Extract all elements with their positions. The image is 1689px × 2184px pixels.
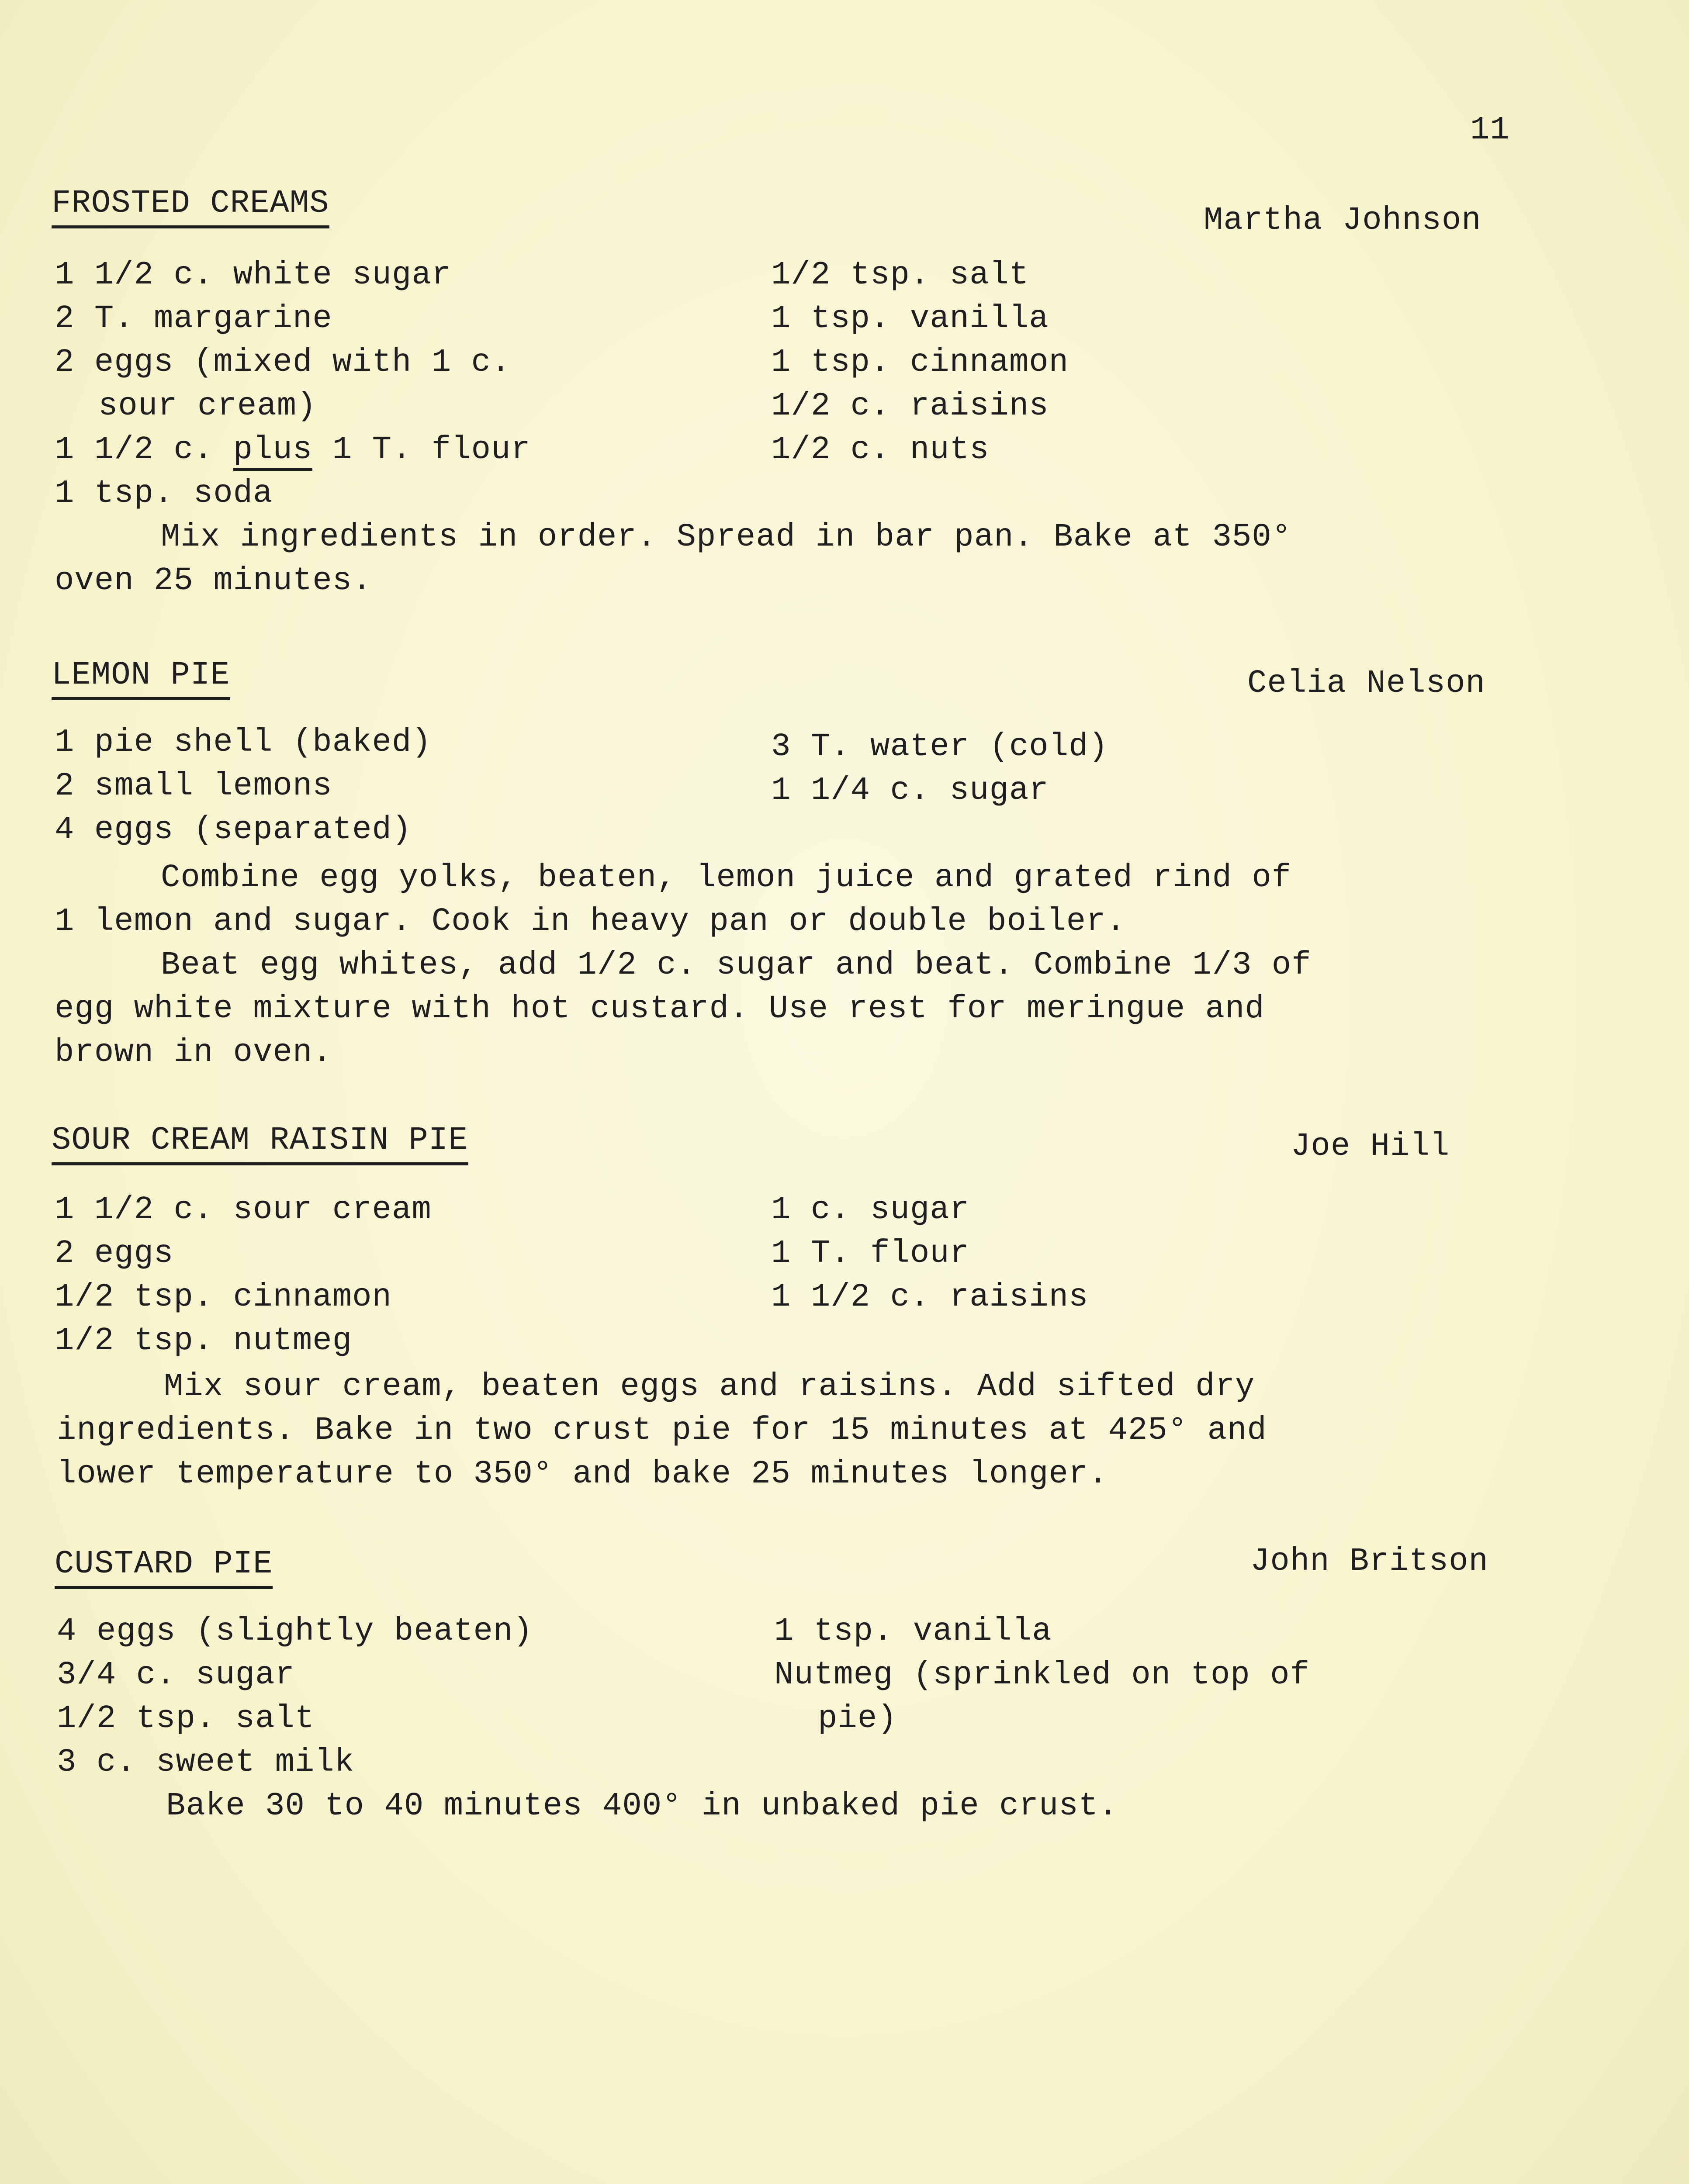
direction-line: ingredients. Bake in two crust pie for 15 minutes at 425° and: [57, 1412, 1267, 1449]
direction-line: Combine egg yolks, beaten, lemon juice and grated rind of: [161, 860, 1292, 896]
ingredient: 1 1/2 c. sour cream: [55, 1192, 432, 1228]
ingredient: 3/4 c. sugar: [57, 1657, 295, 1693]
direction-line: 1 lemon and sugar. Cook in heavy pan or double boiler.: [55, 903, 1126, 940]
ingredient-amount: 1 1/2 c.: [55, 432, 214, 468]
ingredient: 1 1/4 c. sugar: [771, 772, 1049, 809]
ingredient: 1/2 tsp. salt: [771, 257, 1029, 294]
ingredient: 1 tsp. soda: [55, 475, 273, 512]
ingredient: 2 T. margarine: [55, 301, 332, 337]
recipe-author: Joe Hill: [1291, 1128, 1450, 1165]
direction-line: Mix ingredients in order. Spread in bar pan. Bake at 350°: [161, 519, 1292, 556]
page-number: 11: [1470, 112, 1510, 149]
recipe-author: Celia Nelson: [1247, 665, 1485, 702]
ingredient: 4 eggs (separated): [55, 812, 412, 848]
recipe-title: CUSTARD PIE: [55, 1544, 273, 1589]
recipe-title: SOUR CREAM RAISIN PIE: [52, 1120, 468, 1165]
recipe-title: FROSTED CREAMS: [52, 183, 329, 228]
ingredient: 1/2 tsp. salt: [57, 1700, 315, 1737]
ingredient: 1 1/2 c. raisins: [771, 1279, 1089, 1316]
ingredient: 1 tsp. vanilla: [771, 301, 1049, 337]
ingredient: [55, 428, 531, 472]
ingredient: 1 T. flour: [771, 1235, 970, 1272]
recipe-author: Martha Johnson: [1204, 202, 1481, 239]
direction-line: Bake 30 to 40 minutes 400° in unbaked pie crust.: [166, 1788, 1118, 1825]
ingredient: Nutmeg (sprinkled on top of: [774, 1657, 1310, 1693]
ingredient: 1 tsp. cinnamon: [771, 344, 1069, 381]
ingredient: 1 pie shell (baked): [55, 724, 432, 761]
ingredient: sour cream): [98, 388, 317, 425]
ingredient: 2 small lemons: [55, 768, 332, 805]
ingredient-remainder: 1 T. flour: [332, 432, 531, 468]
ingredient: 1 tsp. vanilla: [774, 1613, 1052, 1650]
ingredient: 3 c. sweet milk: [57, 1744, 355, 1781]
underlined-word: plus: [233, 432, 313, 471]
direction-line: brown in oven.: [55, 1034, 332, 1071]
ingredient: 1/2 c. raisins: [771, 388, 1049, 425]
recipe-author: John Britson: [1250, 1543, 1488, 1580]
direction-line: egg white mixture with hot custard. Use rest for meringue and: [55, 991, 1265, 1027]
direction-line: Beat egg whites, add 1/2 c. sugar and beat. Combine 1/3 of: [161, 947, 1312, 984]
ingredient: 2 eggs (mixed with 1 c.: [55, 344, 511, 381]
ingredient: 1/2 c. nuts: [771, 432, 990, 468]
ingredient: 2 eggs: [55, 1235, 174, 1272]
direction-line: oven 25 minutes.: [55, 563, 372, 599]
direction-line: lower temperature to 350° and bake 25 minutes longer.: [57, 1456, 1108, 1493]
direction-line: Mix sour cream, beaten eggs and raisins. Add sifted dry: [164, 1368, 1255, 1405]
ingredient: 1 1/2 c. white sugar: [55, 257, 452, 294]
recipe-title: LEMON PIE: [52, 655, 230, 700]
ingredient: 3 T. water (cold): [771, 729, 1108, 765]
ingredient: pie): [818, 1700, 897, 1737]
ingredient: 1 c. sugar: [771, 1192, 970, 1228]
ingredient: 4 eggs (slightly beaten): [57, 1613, 533, 1650]
ingredient: 1/2 tsp. cinnamon: [55, 1279, 392, 1316]
ingredient: 1/2 tsp. nutmeg: [55, 1323, 353, 1359]
